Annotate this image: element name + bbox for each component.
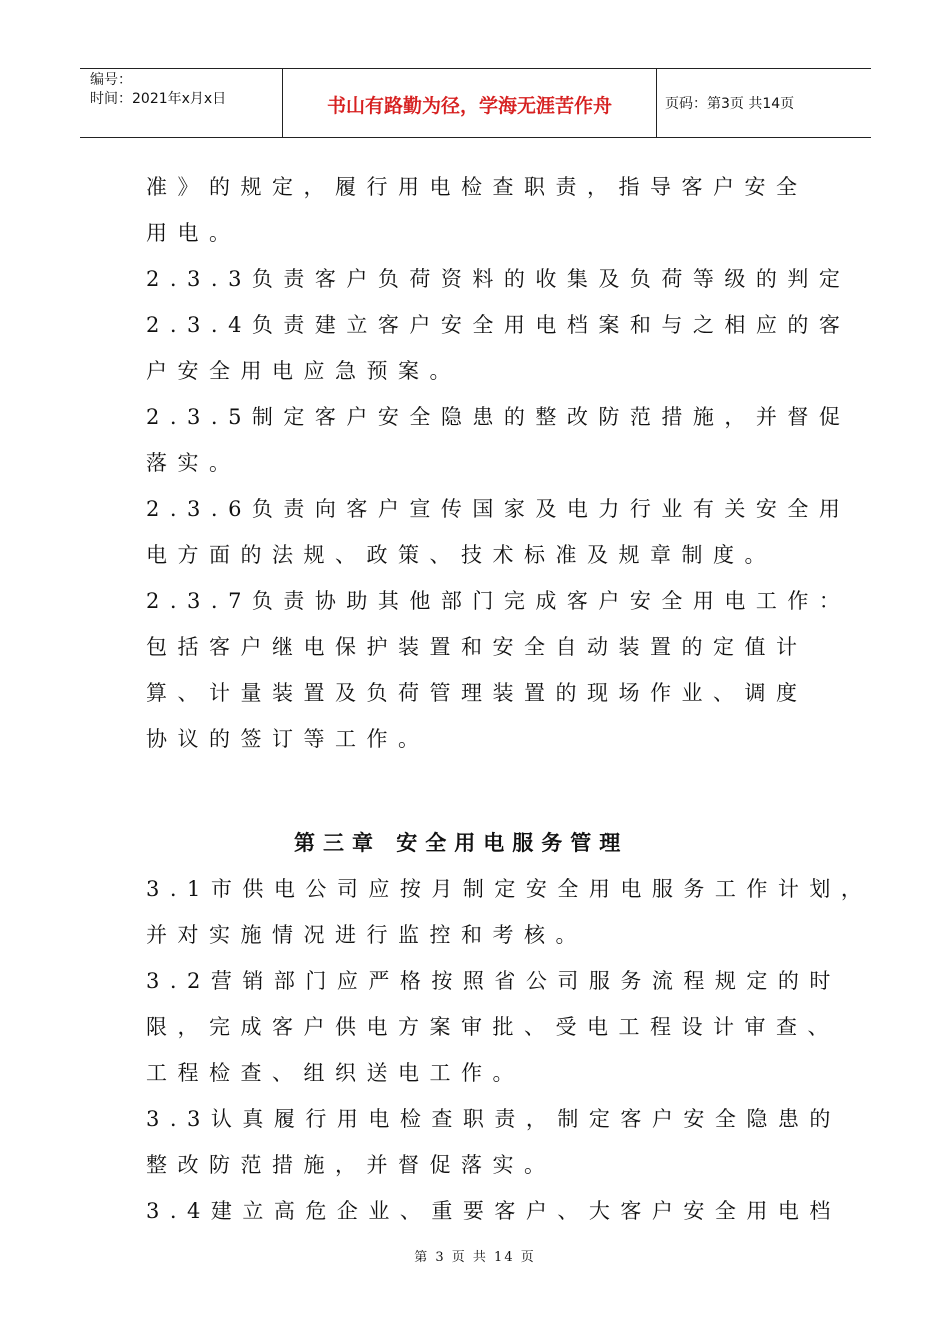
page-footer: 第 3 页 共 14 页	[414, 1250, 536, 1265]
document-date-label: 时间：2021年x月x日	[90, 91, 227, 107]
text-line: 2.3.5制定客户安全隐患的整改防范措施，并督促	[146, 405, 851, 429]
text-line: 包括客户继电保护装置和安全自动装置的定值计	[146, 635, 808, 659]
text-line: 2.3.6负责向客户宣传国家及电力行业有关安全用	[146, 497, 851, 521]
text-line: 3.2营销部门应严格按照省公司服务流程规定的时	[146, 969, 841, 993]
text-line: 2.3.3负责客户负荷资料的收集及负荷等级的判定	[146, 267, 851, 291]
text-line: 准》的规定，履行用电检查职责，指导客户安全	[146, 175, 808, 199]
text-line: 整改防范措施，并督促落实。	[146, 1153, 556, 1177]
text-line: 并对实施情况进行监控和考核。	[146, 923, 587, 947]
text-line: 3.3认真履行用电检查职责，制定客户安全隐患的	[146, 1107, 841, 1131]
text-line: 3.4建立高危企业、重要客户、大客户安全用电档	[146, 1199, 841, 1223]
header-motto: 书山有路勤为径，学海无涯苦作舟	[283, 69, 657, 137]
header-page-number: 页码：第3页 共14页	[665, 96, 795, 112]
document-body	[146, 168, 873, 1238]
text-line: 户安全用电应急预案。	[146, 359, 461, 383]
text-line: 用电。	[146, 221, 241, 245]
chapter-heading: 第三章 安全用电服务管理	[294, 830, 629, 855]
text-line: 工程检查、组织送电工作。	[146, 1061, 524, 1085]
header-meta-cell	[80, 69, 283, 137]
document-number-label: 编号：	[90, 72, 132, 88]
text-line: 2.3.4负责建立客户安全用电档案和与之相应的客	[146, 313, 851, 337]
text-line: 算、计量装置及负荷管理装置的现场作业、调度	[146, 681, 808, 705]
document-header	[80, 68, 871, 138]
text-line: 限，完成客户供电方案审批、受电工程设计审查、	[146, 1015, 839, 1039]
blank-line	[146, 766, 806, 824]
text-line: 2.3.7负责协助其他部门完成客户安全用电工作：	[146, 589, 851, 613]
text-line: 3.1市供电公司应按月制定安全用电服务工作计划，	[146, 877, 873, 901]
text-line: 落实。	[146, 451, 241, 475]
text-line: 协议的签订等工作。	[146, 727, 430, 751]
text-line: 电方面的法规、政策、技术标准及规章制度。	[146, 543, 776, 567]
